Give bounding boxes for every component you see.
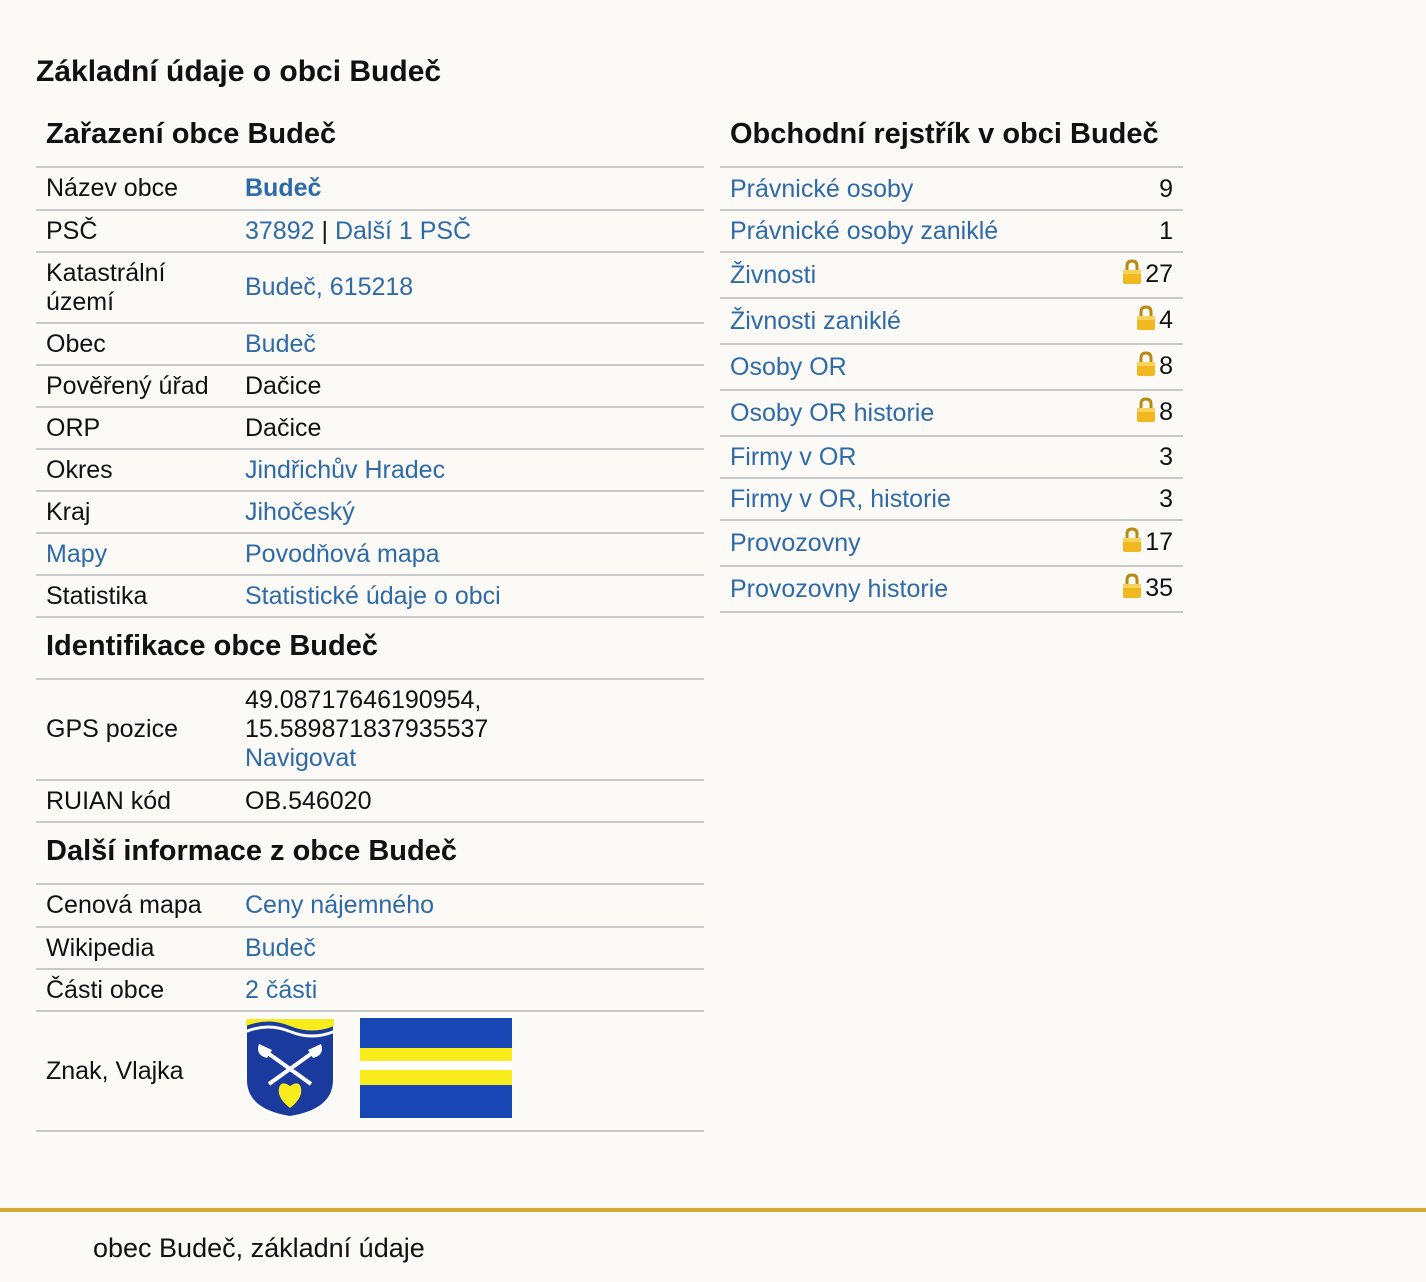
row-key: Znak, Vlajka <box>36 1011 235 1131</box>
row-key: Název obce <box>36 168 235 210</box>
lock-icon[interactable] <box>1122 259 1142 291</box>
rejstrik-count: 4 <box>1159 306 1173 334</box>
rejstrik-table <box>720 168 1183 613</box>
rejstrik-heading: Obchodní rejstřík v obci Budeč <box>720 106 1183 168</box>
table-row <box>720 566 1183 612</box>
rejstrik-link[interactable]: Živnosti <box>730 261 817 289</box>
table-row <box>720 210 1183 252</box>
rejstrik-count: 8 <box>1159 352 1173 380</box>
row-key: Pověřený úřad <box>36 365 235 407</box>
rejstrik-link[interactable]: Právnické osoby <box>730 174 914 203</box>
table-row <box>36 323 704 365</box>
right-column <box>720 106 1183 613</box>
rejstrik-count: 27 <box>1145 260 1173 288</box>
table-row <box>36 533 704 575</box>
row-key: Cenová mapa <box>36 885 235 927</box>
identifikace-table <box>36 680 704 823</box>
lock-icon[interactable] <box>1122 527 1142 559</box>
table-row <box>720 298 1183 344</box>
gps-lon: 15.589871837935537 <box>245 715 489 743</box>
row-key: Katastrální území <box>36 252 235 323</box>
navigate-link[interactable]: Navigovat <box>245 744 357 772</box>
rejstrik-count: 8 <box>1159 398 1173 426</box>
table-row <box>36 168 704 210</box>
rejstrik-link[interactable]: Živnosti zaniklé <box>730 307 901 335</box>
row-key: Statistika <box>36 575 235 617</box>
table-row <box>720 520 1183 566</box>
gps-lat: 49.08717646190954, <box>245 686 482 714</box>
footer-divider <box>0 1208 1426 1212</box>
statistics-link[interactable]: Statistické údaje o obci <box>245 581 501 610</box>
table-row <box>36 927 704 969</box>
row-key: RUIAN kód <box>36 780 235 822</box>
table-row <box>720 478 1183 520</box>
rejstrik-link[interactable]: Osoby OR <box>730 353 847 381</box>
row-key: ORP <box>36 407 235 449</box>
table-row <box>36 407 704 449</box>
coat-of-arms-icon[interactable] <box>245 1018 335 1125</box>
rejstrik-link[interactable]: Firmy v OR <box>730 443 857 471</box>
psc-separator: | <box>321 216 328 245</box>
orp-value: Dačice <box>235 407 704 449</box>
row-key: Obec <box>36 323 235 365</box>
table-row <box>36 210 704 252</box>
page-title: Základní údaje o obci Budeč <box>36 55 442 88</box>
obec-link[interactable]: Budeč <box>245 329 316 358</box>
rent-prices-link[interactable]: Ceny nájemného <box>245 891 435 919</box>
more-psc-link[interactable]: Další 1 PSČ <box>334 216 472 245</box>
flood-map-link[interactable]: Povodňová mapa <box>245 539 440 568</box>
povereny-value: Dačice <box>235 365 704 407</box>
table-row <box>720 344 1183 390</box>
table-row <box>36 1011 704 1131</box>
table-row <box>36 680 704 780</box>
table-row <box>36 969 704 1011</box>
rejstrik-count: 1 <box>1092 210 1183 252</box>
table-row <box>36 365 704 407</box>
parts-link[interactable]: 2 části <box>245 975 318 1004</box>
lock-icon[interactable] <box>1136 351 1156 383</box>
row-key: GPS pozice <box>36 680 235 780</box>
rejstrik-count: 17 <box>1145 528 1173 556</box>
obec-name-link[interactable]: Budeč <box>245 174 322 202</box>
table-row <box>720 390 1183 436</box>
mapy-link[interactable]: Mapy <box>46 539 108 568</box>
left-column <box>36 106 704 1132</box>
table-row <box>36 885 704 927</box>
zarazeni-heading: Zařazení obce Budeč <box>36 106 704 168</box>
row-key: Části obce <box>36 969 235 1011</box>
rejstrik-count: 35 <box>1145 574 1173 602</box>
table-row <box>720 168 1183 210</box>
ruian-value: OB.546020 <box>235 780 704 822</box>
table-row <box>36 780 704 822</box>
okres-link[interactable]: Jindřichův Hradec <box>245 455 446 484</box>
rejstrik-count: 9 <box>1092 168 1183 210</box>
dalsi-table <box>36 885 704 1132</box>
lock-icon[interactable] <box>1122 573 1142 605</box>
rejstrik-link[interactable]: Provozovny <box>730 529 861 557</box>
lock-icon[interactable] <box>1136 305 1156 337</box>
rejstrik-link[interactable]: Právnické osoby zaniklé <box>730 217 999 245</box>
psc-link[interactable]: 37892 <box>245 216 315 245</box>
row-key: Okres <box>36 449 235 491</box>
katastr-link[interactable]: Budeč, 615218 <box>245 273 414 301</box>
rejstrik-count: 3 <box>1092 436 1183 478</box>
table-row <box>720 436 1183 478</box>
row-key: PSČ <box>36 210 235 252</box>
footer-text: obec Budeč, základní údaje <box>93 1233 425 1263</box>
table-row <box>36 491 704 533</box>
flag-icon[interactable] <box>360 1018 512 1125</box>
lock-icon[interactable] <box>1136 397 1156 429</box>
table-row <box>36 449 704 491</box>
table-row <box>36 575 704 617</box>
identifikace-heading: Identifikace obce Budeč <box>36 618 704 680</box>
kraj-link[interactable]: Jihočeský <box>245 497 355 526</box>
row-key: Kraj <box>36 491 235 533</box>
table-row <box>720 252 1183 298</box>
dalsi-heading: Další informace z obce Budeč <box>36 823 704 885</box>
wikipedia-link[interactable]: Budeč <box>245 933 316 962</box>
row-key: Wikipedia <box>36 927 235 969</box>
table-row <box>36 252 704 323</box>
rejstrik-link[interactable]: Firmy v OR, historie <box>730 485 951 513</box>
zarazeni-table <box>36 168 704 618</box>
rejstrik-link[interactable]: Provozovny historie <box>730 575 949 603</box>
rejstrik-count: 3 <box>1092 478 1183 520</box>
rejstrik-link[interactable]: Osoby OR historie <box>730 399 935 427</box>
